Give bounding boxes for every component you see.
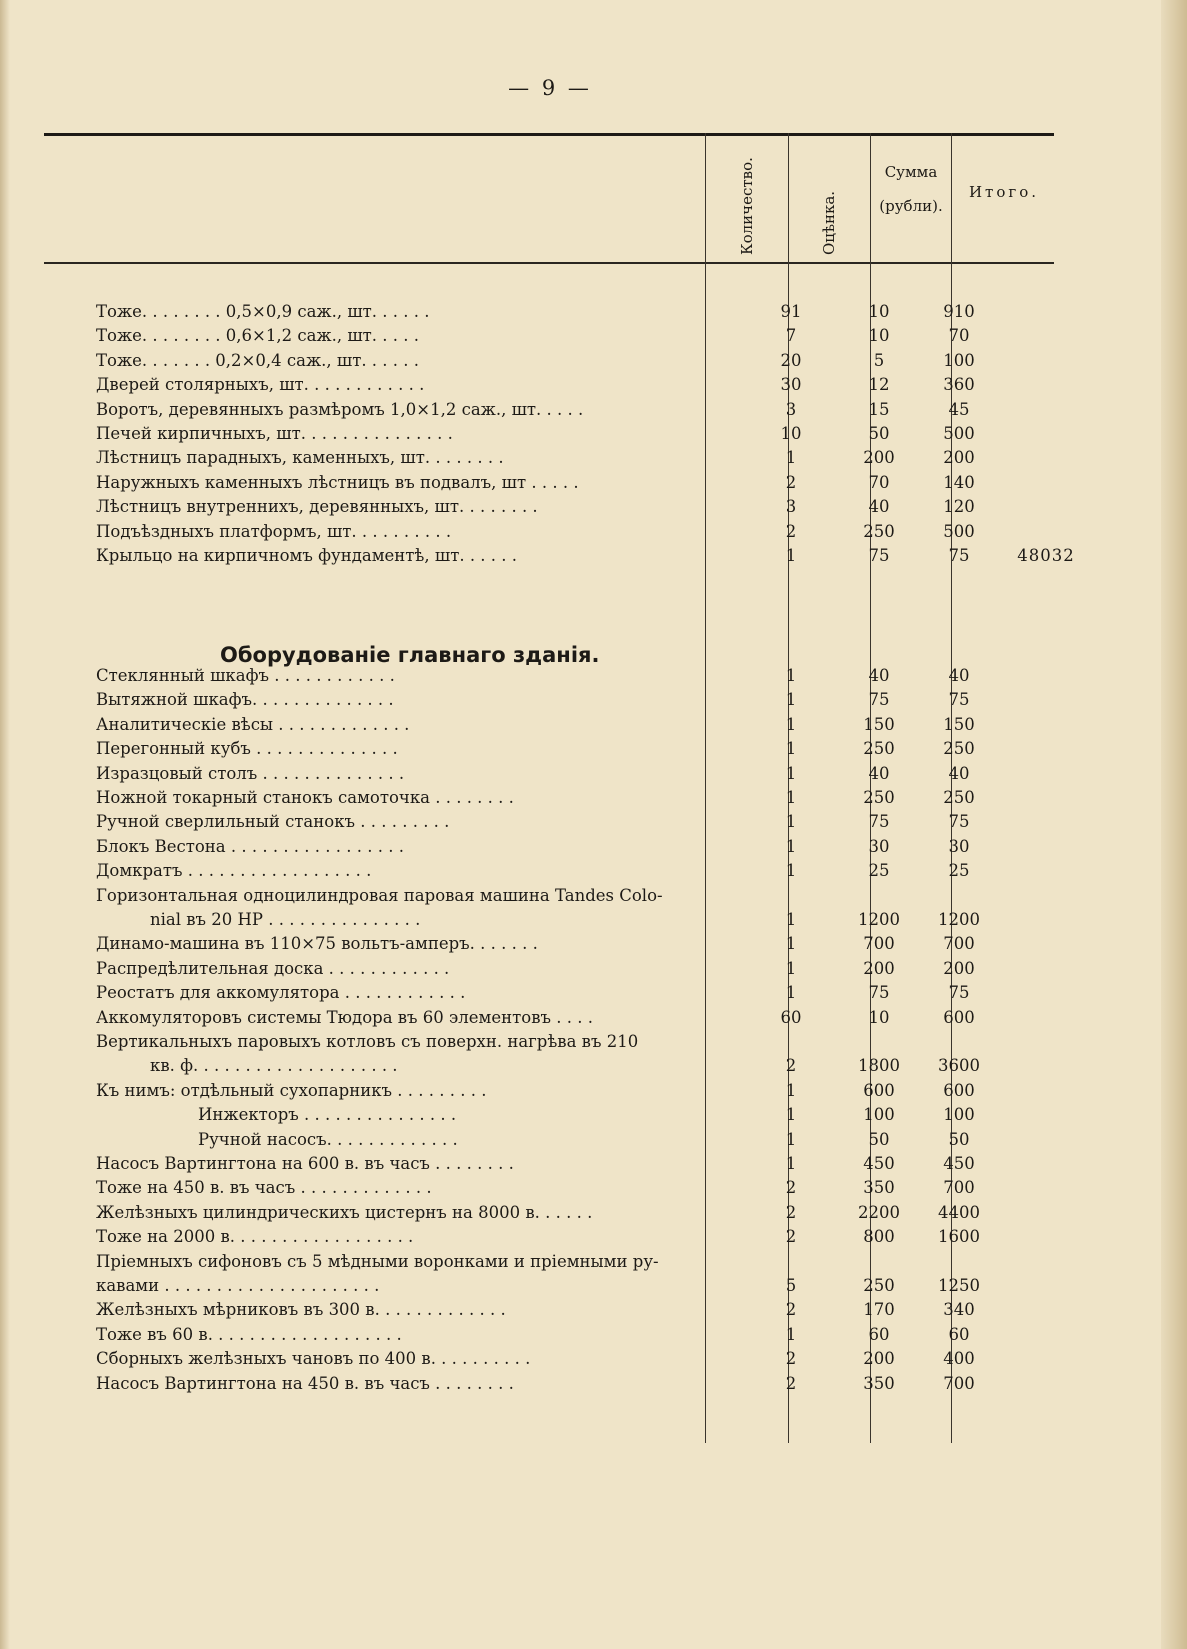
row-qty: 1 (785, 763, 797, 783)
table-row (44, 323, 1054, 348)
table-row (44, 1175, 1054, 1200)
row-price: 250 (863, 1276, 895, 1295)
row-desc: Горизонтальная одноцилиндровая паровая машина Tandes Colo- (96, 885, 663, 905)
row-price: 75 (868, 690, 890, 710)
row-price: 50 (868, 424, 890, 443)
table-row (44, 712, 1054, 737)
row-price: 5 (873, 350, 885, 370)
row-sum: 140 (943, 472, 975, 492)
row-qty: 1 (785, 910, 797, 929)
row-price: 350 (863, 1178, 895, 1198)
row-desc: Ножной токарный станокъ самоточка . . . . . . . . (96, 788, 514, 807)
table-row (44, 907, 1054, 932)
row-desc: Изразцовый столъ . . . . . . . . . . . . . . (96, 763, 405, 783)
row-qty: 2 (785, 472, 797, 492)
row-qty: 3 (785, 497, 797, 517)
row-qty: 1 (785, 1129, 797, 1149)
row-desc: Желѣзныхъ мѣрниковъ въ 300 в. . . . . . . . . . . . . (96, 1300, 506, 1320)
table-row (44, 543, 1075, 568)
row-sum: 250 (943, 739, 975, 759)
table-row (44, 687, 1054, 712)
row-desc: Воротъ, деревянныхъ размѣромъ 1,0×1,2 саж., шт. . . . . (96, 399, 584, 419)
row-sum: 45 (948, 399, 970, 419)
ledger-table (44, 133, 1075, 1613)
row-price: 600 (863, 1080, 895, 1100)
row-qty: 2 (785, 1349, 797, 1369)
row-desc: Тоже. . . . . . . . 0,6×1,2 саж., шт. . . . . (96, 326, 420, 346)
row-desc: Лѣстницъ внутреннихъ, деревянныхъ, шт. . . . . . . . (96, 497, 538, 517)
row-price: 250 (863, 788, 895, 807)
row-sum: 1600 (938, 1227, 980, 1247)
row-qty: 1 (785, 690, 797, 710)
row-price: 200 (863, 958, 895, 978)
row-price: 25 (868, 861, 890, 881)
table-row (44, 663, 1054, 688)
row-price: 200 (863, 448, 895, 468)
row-desc: Крыльцо на кирпичномъ фундаментѣ, шт. . . . . . (96, 546, 518, 565)
table-row (44, 1224, 1054, 1249)
row-desc: Домкратъ . . . . . . . . . . . . . . . . . . (96, 861, 372, 881)
row-sum: 1200 (938, 910, 980, 929)
row-desc: Распредѣлительная доска . . . . . . . . . . . . (96, 958, 450, 978)
page-edge (1161, 0, 1187, 1649)
row-qty: 1 (785, 1154, 797, 1173)
row-desc: Сборныхъ желѣзныхъ чановъ по 400 в. . . . . . . . . . (96, 1349, 531, 1369)
row-price: 40 (868, 763, 890, 783)
header-sum (874, 163, 948, 215)
row-price: 75 (868, 812, 890, 832)
table-row (44, 1078, 1054, 1103)
row-qty: 7 (785, 326, 797, 346)
row-sum: 250 (943, 788, 975, 807)
row-qty: 1 (785, 1080, 797, 1100)
table-row (44, 421, 1054, 446)
table-row (44, 809, 1054, 834)
row-price: 10 (868, 302, 890, 321)
row-price: 75 (868, 983, 890, 1003)
row-price: 1800 (858, 1056, 900, 1076)
row-price: 2200 (858, 1202, 900, 1222)
row-sum: 3600 (938, 1056, 980, 1076)
row-desc: Тоже на 450 в. въ часъ . . . . . . . . . . . . . (96, 1178, 432, 1198)
row-qty: 2 (785, 1373, 797, 1393)
row-price: 70 (868, 472, 890, 492)
row-sum: 30 (948, 836, 970, 856)
row-sum: 700 (943, 1373, 975, 1393)
row-price: 200 (863, 1349, 895, 1369)
row-desc: Стеклянный шкафъ . . . . . . . . . . . . (96, 666, 395, 685)
row-sum: 600 (943, 1080, 975, 1100)
row-sum: 25 (948, 861, 970, 881)
row-sum: 200 (943, 448, 975, 468)
row-qty: 1 (785, 1324, 797, 1344)
row-sum: 75 (948, 690, 970, 710)
row-price: 1200 (858, 910, 900, 929)
table-row (44, 883, 1054, 908)
row-sum: 120 (943, 497, 975, 517)
row-sum: 150 (943, 714, 975, 734)
row-qty: 2 (785, 521, 797, 541)
table-row (44, 1273, 1054, 1298)
row-qty: 1 (785, 448, 797, 468)
row-desc: Аналитическіе вѣсы . . . . . . . . . . . . . (96, 714, 410, 734)
row-desc: Къ нимъ: отдѣльный сухопарникъ . . . . . . . . . (96, 1080, 487, 1100)
row-qty: 1 (785, 958, 797, 978)
row-price: 800 (863, 1227, 895, 1247)
row-qty: 1 (785, 983, 797, 1003)
row-desc: Тоже въ 60 в. . . . . . . . . . . . . . . . . . . (96, 1324, 402, 1344)
row-desc: Динамо-машина въ 110×75 вольтъ-амперъ. . . . . . . (96, 934, 538, 954)
row-price: 250 (863, 739, 895, 759)
table-row (44, 736, 1054, 761)
row-desc: Насосъ Вартингтона на 450 в. въ часъ . . . . . . . . (96, 1373, 514, 1393)
row-price: 450 (863, 1154, 895, 1173)
table-row (44, 980, 1054, 1005)
row-desc: кавами . . . . . . . . . . . . . . . . . . . . . (96, 1276, 380, 1295)
row-price: 170 (863, 1300, 895, 1320)
row-qty: 1 (785, 666, 797, 685)
row-sum: 70 (948, 326, 970, 346)
row-qty: 1 (785, 739, 797, 759)
table-row (44, 494, 1054, 519)
row-sum: 340 (943, 1300, 975, 1320)
row-price: 12 (868, 375, 890, 395)
row-price: 150 (863, 714, 895, 734)
row-price: 10 (868, 1007, 890, 1027)
row-desc: Инжекторъ . . . . . . . . . . . . . . . (198, 1105, 457, 1125)
row-qty: 2 (785, 1300, 797, 1320)
row-sum: 50 (948, 1129, 970, 1149)
table-row (44, 858, 1054, 883)
row-price: 350 (863, 1373, 895, 1393)
row-desc: Желѣзныхъ цилиндрическихъ цистернъ на 8000 в. . . . . . (96, 1202, 593, 1222)
row-sum: 200 (943, 958, 975, 978)
row-price: 15 (868, 399, 890, 419)
table-row (44, 785, 1054, 810)
row-price: 60 (868, 1324, 890, 1344)
table-row (44, 931, 1054, 956)
row-qty: 1 (785, 836, 797, 856)
table-row (44, 1249, 1054, 1274)
row-desc: Перегонный кубъ . . . . . . . . . . . . . . (96, 739, 398, 759)
table-row (44, 1200, 1054, 1225)
row-desc: Реостатъ для аккомулятора . . . . . . . . . . . . (96, 983, 466, 1003)
row-sum: 75 (948, 983, 970, 1003)
row-sum: 700 (943, 1178, 975, 1198)
table-row (44, 1322, 1054, 1347)
row-qty: 1 (785, 812, 797, 832)
table-row (44, 445, 1054, 470)
row-desc: кв. ф. . . . . . . . . . . . . . . . . . . . (150, 1056, 398, 1076)
row-sum: 1250 (938, 1276, 980, 1295)
header-bottom-rule (44, 262, 1054, 264)
row-sum: 360 (943, 375, 975, 395)
row-qty: 3 (785, 399, 797, 419)
row-qty: 20 (780, 350, 802, 370)
header-total: Итого. (968, 183, 1040, 201)
table-row (44, 1371, 1054, 1396)
table-top-rule (44, 133, 1054, 136)
row-qty: 2 (785, 1227, 797, 1247)
row-qty: 1 (785, 546, 797, 565)
row-sum: 75 (948, 546, 970, 565)
section-heading: Оборудованіе главнаго зданія. (220, 643, 600, 667)
row-sum: 75 (948, 812, 970, 832)
row-price: 40 (868, 497, 890, 517)
row-sum: 500 (943, 521, 975, 541)
row-desc: Ручной насосъ. . . . . . . . . . . . . (198, 1129, 458, 1149)
row-qty: 1 (785, 861, 797, 881)
row-price: 10 (868, 326, 890, 346)
row-sum: 40 (948, 763, 970, 783)
table-row (44, 1029, 1054, 1054)
row-desc: Тоже. . . . . . . 0,2×0,4 саж., шт. . . . . . (96, 350, 420, 370)
header-sum-line2: (рубли). (879, 197, 943, 215)
table-row (44, 519, 1054, 544)
page-number: — 9 — (508, 76, 592, 100)
page-binding-shadow (0, 0, 10, 1649)
row-sum: 400 (943, 1349, 975, 1369)
row-sum: 700 (943, 934, 975, 954)
row-desc: nial въ 20 HP . . . . . . . . . . . . . . . (150, 910, 421, 929)
row-sum: 450 (943, 1154, 975, 1173)
row-desc: Пріемныхъ сифоновъ съ 5 мѣдными воронками и пріемными ру- (96, 1251, 659, 1271)
row-desc: Тоже. . . . . . . . 0,5×0,9 саж., шт. . . . . . (96, 302, 430, 321)
table-row (44, 834, 1054, 859)
row-desc: Печей кирпичныхъ, шт. . . . . . . . . . . . . . . (96, 424, 453, 443)
table-row (44, 1297, 1054, 1322)
table-row (44, 397, 1054, 422)
row-desc: Наружныхъ каменныхъ лѣстницъ въ подвалъ, шт . . . . . (96, 472, 579, 492)
row-sum: 4400 (938, 1202, 980, 1222)
row-desc: Блокъ Вестона . . . . . . . . . . . . . . . . . (96, 836, 404, 856)
row-sum: 100 (943, 1105, 975, 1125)
row-desc: Вытяжной шкафъ. . . . . . . . . . . . . . (96, 690, 394, 710)
row-qty: 2 (785, 1056, 797, 1076)
row-desc: Тоже на 2000 в. . . . . . . . . . . . . . . . . . (96, 1227, 414, 1247)
row-qty: 1 (785, 1105, 797, 1125)
row-qty: 2 (785, 1202, 797, 1222)
table-row (44, 761, 1054, 786)
row-sum: 500 (943, 424, 975, 443)
row-sum: 100 (943, 350, 975, 370)
table-row (44, 956, 1054, 981)
row-qty: 60 (780, 1007, 802, 1027)
table-row (44, 1102, 1054, 1127)
row-sum: 60 (948, 1324, 970, 1344)
row-price: 50 (868, 1129, 890, 1149)
row-desc: Дверей столярныхъ, шт. . . . . . . . . . . . (96, 375, 425, 395)
row-total: 48032 (1017, 546, 1075, 565)
row-desc: Лѣстницъ парадныхъ, каменныхъ, шт. . . . . . . . (96, 448, 504, 468)
table-row (44, 1053, 1054, 1078)
table-row (44, 1127, 1054, 1152)
row-price: 700 (863, 934, 895, 954)
row-qty: 1 (785, 788, 797, 807)
table-row (44, 1005, 1054, 1030)
table-row (44, 470, 1054, 495)
table-row (44, 372, 1054, 397)
row-price: 250 (863, 521, 895, 541)
row-qty: 5 (785, 1276, 797, 1295)
row-desc: Ручной сверлильный станокъ . . . . . . . . . (96, 812, 450, 832)
header-sum-line1: Сумма (884, 163, 938, 181)
table-row (44, 348, 1054, 373)
row-sum: 910 (943, 302, 975, 321)
row-price: 30 (868, 836, 890, 856)
row-sum: 600 (943, 1007, 975, 1027)
row-desc: Аккомуляторовъ системы Тюдора въ 60 элементовъ . . . . (96, 1007, 593, 1027)
row-qty: 10 (780, 424, 802, 443)
header-quantity: Количество. (738, 157, 756, 255)
table-row (44, 1346, 1054, 1371)
row-price: 100 (863, 1105, 895, 1125)
header-valuation: Оцѣнка. (820, 190, 838, 255)
table-row (44, 299, 1054, 324)
row-qty: 2 (785, 1178, 797, 1198)
row-qty: 1 (785, 714, 797, 734)
row-qty: 1 (785, 934, 797, 954)
row-desc: Насосъ Вартингтона на 600 в. въ часъ . . . . . . . . (96, 1154, 514, 1173)
row-price: 75 (868, 546, 890, 565)
row-price: 40 (868, 666, 890, 685)
row-qty: 30 (780, 375, 802, 395)
row-desc: Вертикальныхъ паровыхъ котловъ съ поверхн. нагрѣва въ 210 (96, 1032, 639, 1051)
row-desc: Подъѣздныхъ платформъ, шт. . . . . . . . . . (96, 521, 452, 541)
row-sum: 40 (948, 666, 970, 685)
row-qty: 91 (780, 302, 802, 321)
table-row (44, 1151, 1054, 1176)
